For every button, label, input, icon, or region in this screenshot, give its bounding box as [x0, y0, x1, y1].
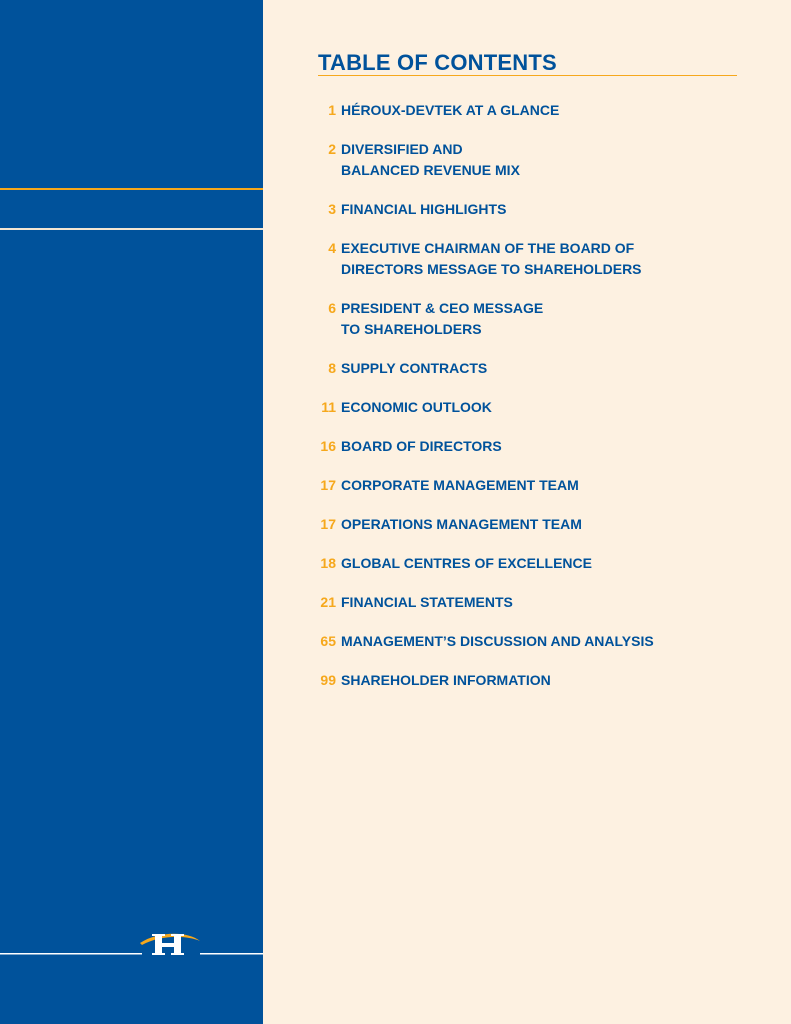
toc-entry[interactable]: [318, 670, 738, 691]
toc-entry-label: FINANCIAL STATEMENTS: [341, 594, 513, 610]
toc-entry[interactable]: [318, 298, 738, 340]
band-cream-line: [0, 228, 263, 230]
toc-entry-label: HÉROUX-DEVTEK AT A GLANCE: [341, 102, 560, 118]
toc-entry-label: FINANCIAL HIGHLIGHTS: [341, 201, 507, 217]
toc-entry[interactable]: [318, 139, 738, 181]
toc-entry[interactable]: [318, 514, 738, 535]
toc-page-number: 4: [328, 240, 336, 256]
toc-content: [318, 0, 738, 1024]
toc-entry[interactable]: [318, 631, 738, 652]
toc-page-number: 3: [328, 201, 336, 217]
toc-entry-label: GLOBAL CENTRES OF EXCELLENCE: [341, 555, 592, 571]
toc-entry-label: OPERATIONS MANAGEMENT TEAM: [341, 516, 582, 532]
band-orange-line: [0, 188, 263, 190]
toc-page-number: 65: [320, 633, 336, 649]
toc-page-number: 2: [328, 141, 336, 157]
toc-entry-label: EXECUTIVE CHAIRMAN OF THE BOARD OF DIRECTORS MESSAGE TO SHAREHOLDERS: [341, 240, 642, 277]
toc-entry-label: PRESIDENT & CEO MESSAGE TO SHAREHOLDERS: [341, 300, 544, 337]
toc-entry[interactable]: [318, 436, 738, 457]
toc-entry-label: CORPORATE MANAGEMENT TEAM: [341, 477, 579, 493]
toc-entry[interactable]: [318, 199, 738, 220]
toc-title: TABLE OF CONTENTS: [318, 50, 557, 75]
title-rule: [318, 75, 737, 76]
toc-entry-label: ECONOMIC OUTLOOK: [341, 399, 492, 415]
toc-page-number: 17: [320, 477, 336, 493]
toc-entry[interactable]: [318, 100, 738, 121]
toc-list: [318, 100, 738, 709]
toc-entry-label: SUPPLY CONTRACTS: [341, 360, 488, 376]
toc-entry-label: SHAREHOLDER INFORMATION: [341, 672, 551, 688]
toc-page-number: 6: [328, 300, 336, 316]
toc-page-number: 18: [320, 555, 336, 571]
toc-page-number: 21: [320, 594, 336, 610]
toc-entry[interactable]: [318, 475, 738, 496]
toc-entry-label: DIVERSIFIED AND BALANCED REVENUE MIX: [341, 141, 520, 178]
toc-entry[interactable]: [318, 592, 738, 613]
toc-entry[interactable]: [318, 238, 738, 280]
toc-entry[interactable]: [318, 358, 738, 379]
toc-entry[interactable]: [318, 397, 738, 418]
toc-page-number: 11: [321, 399, 336, 415]
toc-entry[interactable]: [318, 553, 738, 574]
toc-page-number: 17: [320, 516, 336, 532]
toc-page-number: 1: [328, 102, 336, 118]
toc-page-number: 99: [320, 672, 336, 688]
toc-entry-label: MANAGEMENT’S DISCUSSION AND ANALYSIS: [341, 633, 654, 649]
toc-entry-label: BOARD OF DIRECTORS: [341, 438, 502, 454]
toc-page-number: 16: [320, 438, 336, 454]
side-band: [0, 0, 263, 1024]
heroux-devtek-h-logo-icon: [0, 925, 263, 965]
toc-page-number: 8: [328, 360, 336, 376]
